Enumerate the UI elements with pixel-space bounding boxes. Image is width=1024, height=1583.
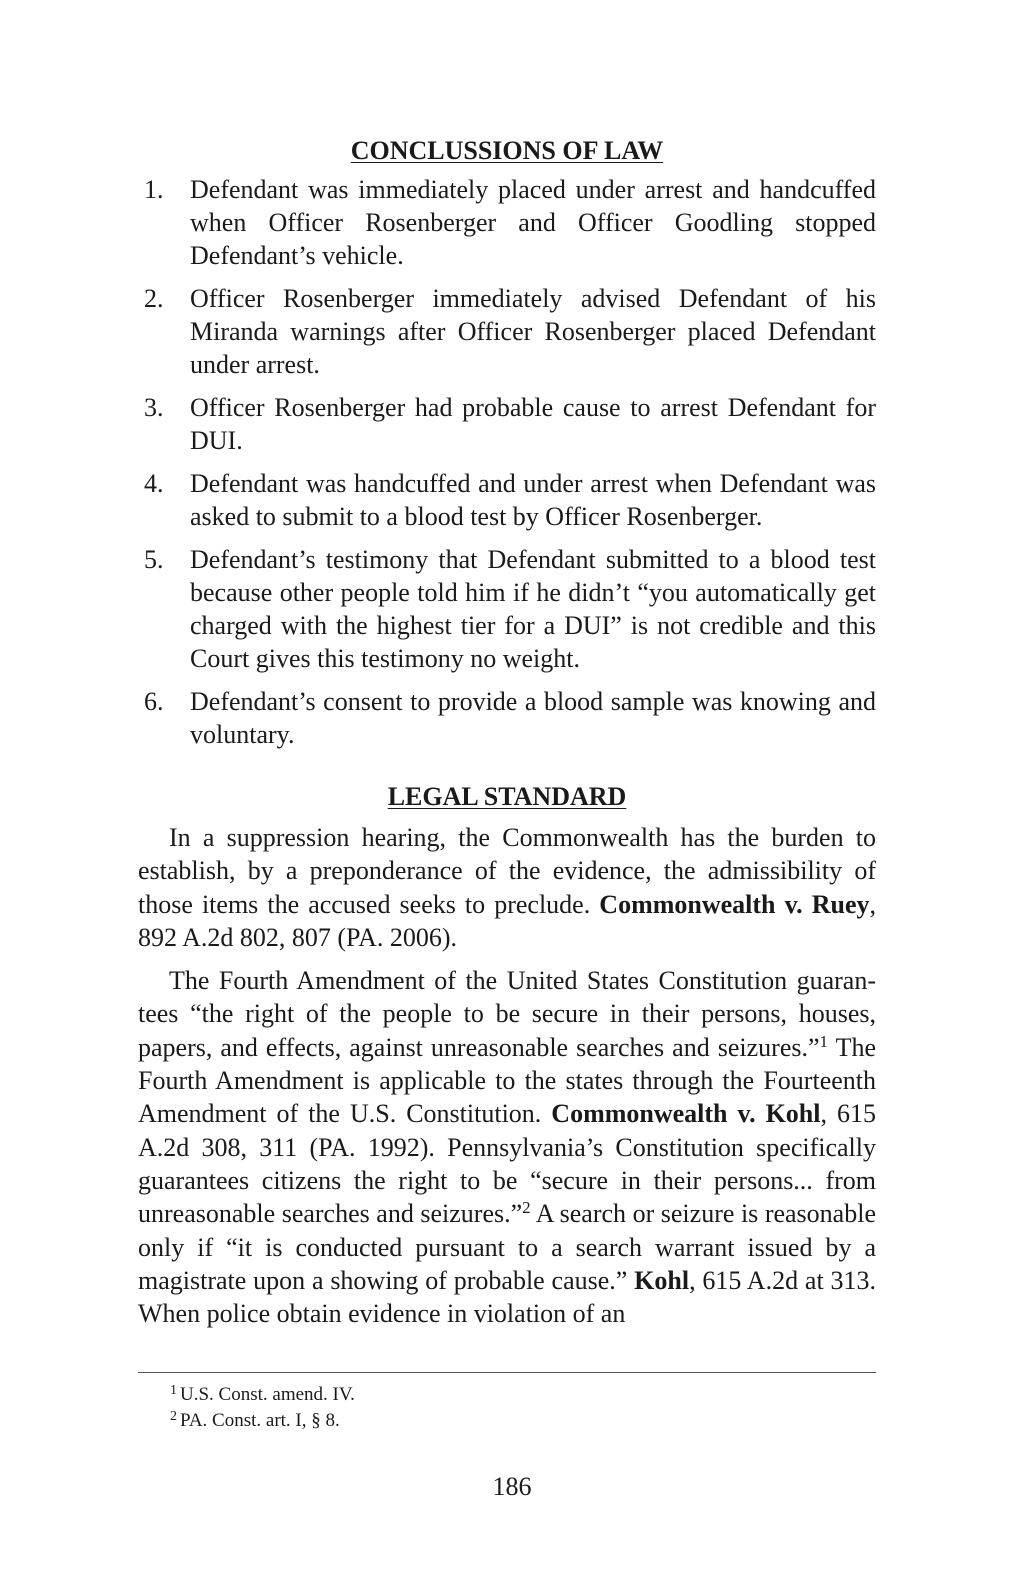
- footnote-mark: 2: [170, 1409, 177, 1424]
- case-citation: Commonwealth v. Kohl: [551, 1099, 821, 1129]
- item-number: 2.: [144, 284, 164, 313]
- item-text: Officer Rosenberger immediately advised Defendant of his Miranda warnings after Officer Rosenberger placed Defendant under arrest.: [190, 284, 876, 379]
- list-item: [138, 685, 876, 751]
- item-text: Defendant was immediately placed under arrest and handcuffed when Officer Rosenberger and Officer Goodling stopped Defendant’s vehicle.: [190, 175, 876, 270]
- text-run: , 892 A.2d 802, 807 (PA. 2006).: [138, 889, 876, 952]
- text-run: The Fourth Amendment is applicable to the states through the Fourteenth Amendment of the U.S. Constitution.: [138, 1032, 877, 1129]
- footnote-ref: 1: [819, 1031, 829, 1051]
- text-run: , 615 A.2d 308, 311 (PA. 1992). Pennsylvania’s Constitution specifically guarantees citizens the right to be “secure in their persons... from unreasonable searches and seizures.”: [138, 1099, 877, 1229]
- text-run: A search or seizure is reasonable only if “it is conducted pursuant to a search warrant issued by a magistrate upon a showing of probable cause.”: [138, 1199, 876, 1295]
- page-number: 186: [492, 1472, 532, 1501]
- case-citation: Kohl: [634, 1265, 690, 1295]
- paragraph-suppression-burden: [138, 821, 876, 954]
- footnote: [170, 1408, 355, 1434]
- item-number: 1.: [144, 175, 164, 204]
- conclusions-list: [138, 173, 876, 751]
- footnote-text: U.S. Const. amend. IV.: [180, 1384, 355, 1405]
- footnote-ref: 2: [522, 1198, 531, 1218]
- footnote-mark: 1: [170, 1383, 177, 1398]
- list-item: [138, 173, 876, 272]
- item-number: 5.: [144, 545, 164, 574]
- list-item: [138, 391, 876, 457]
- heading-legal-standard: LEGAL STANDARD: [387, 782, 627, 811]
- item-number: 4.: [144, 469, 164, 498]
- item-number: 6.: [144, 687, 164, 716]
- case-citation: Commonwealth v. Ruey: [599, 889, 870, 919]
- item-text: Officer Rosenberger had probable cause to arrest Defendant for DUI.: [190, 393, 876, 455]
- footnote: [170, 1382, 355, 1408]
- text-run: , 615 A.2d at 313. When police obtain evidence in violation of an: [138, 1265, 876, 1329]
- item-text: Defendant was handcuffed and under arrest when Defendant was asked to submit to a blood test by Officer Rosenberger.: [190, 469, 876, 531]
- paragraph-fourth-amendment: [138, 964, 876, 1330]
- text-run: In a suppression hearing, the Commonwealth has the burden to establish, by a preponderance of the evidence, the admissibility of those items the accused seeks to preclude.: [138, 823, 876, 919]
- footnotes: [170, 1382, 355, 1434]
- list-item: [138, 282, 876, 381]
- list-item: [138, 467, 876, 533]
- list-item: [138, 543, 876, 675]
- page-body: [138, 130, 876, 1340]
- item-text: Defendant’s testimony that Defendant submitted to a blood test because other people told him if he didn’t “you automatically get charged with the highest tier for a DUI” is not credible and this Court gives this testimony no weight.: [190, 545, 876, 673]
- footnote-divider: [138, 1372, 876, 1373]
- item-number: 3.: [144, 393, 164, 422]
- footnote-text: PA. Const. art. I, § 8.: [180, 1410, 340, 1431]
- item-text: Defendant’s consent to provide a blood sample was knowing and voluntary.: [190, 687, 876, 749]
- text-run: The Fourth Amendment of the United States Constitution guarantees “the right of the people to be secure in their persons, houses, papers, and effects, against unreasonable searches and seizures.”: [138, 966, 876, 1062]
- heading-conclusions-of-law: CONCLUSSIONS OF LAW: [350, 136, 664, 165]
